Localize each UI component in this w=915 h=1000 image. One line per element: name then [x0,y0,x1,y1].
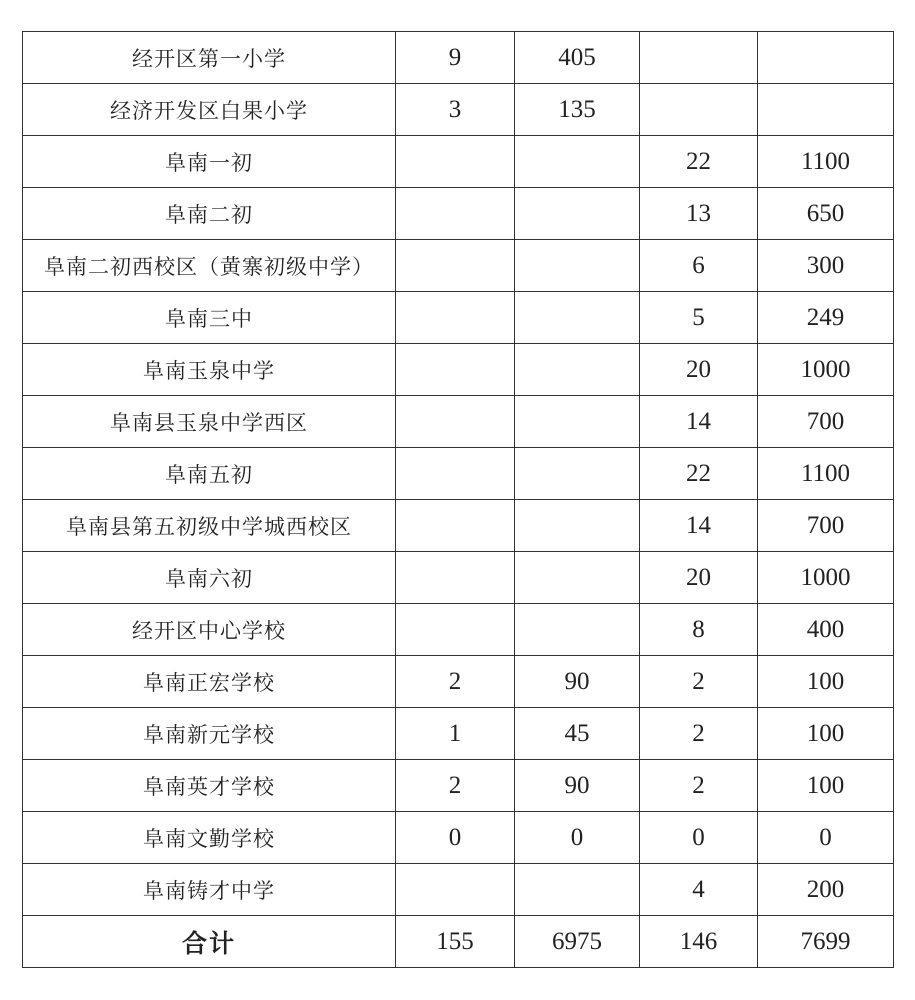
middle-classes-cell: 13 [640,188,758,240]
table-row [23,604,894,656]
middle-students-cell: 300 [758,240,894,292]
table-row [23,656,894,708]
primary-students-cell [515,188,640,240]
middle-classes-cell: 6 [640,240,758,292]
middle-classes-cell: 2 [640,656,758,708]
total-middle-classes: 146 [640,916,758,968]
total-primary-students: 6975 [515,916,640,968]
primary-students-cell [515,136,640,188]
primary-classes-cell [396,552,515,604]
school-name-cell: 阜南铸才中学 [23,864,396,916]
table-row [23,812,894,864]
school-name-cell: 阜南二初西校区（黄寨初级中学） [23,240,396,292]
total-middle-students: 7699 [758,916,894,968]
primary-classes-cell [396,344,515,396]
middle-classes-cell: 14 [640,396,758,448]
middle-students-cell [758,32,894,84]
school-name-cell: 经开区中心学校 [23,604,396,656]
primary-classes-cell [396,396,515,448]
primary-classes-cell: 1 [396,708,515,760]
table-row [23,500,894,552]
primary-students-cell: 405 [515,32,640,84]
middle-students-cell: 0 [758,812,894,864]
total-primary-classes: 155 [396,916,515,968]
school-name-cell: 经济开发区白果小学 [23,84,396,136]
school-name-cell: 阜南英才学校 [23,760,396,812]
primary-students-cell [515,292,640,344]
middle-students-cell: 100 [758,708,894,760]
primary-classes-cell: 9 [396,32,515,84]
table-row [23,708,894,760]
primary-students-cell: 90 [515,760,640,812]
middle-classes-cell: 22 [640,136,758,188]
primary-students-cell [515,448,640,500]
table-body [23,32,894,968]
primary-classes-cell [396,604,515,656]
middle-classes-cell: 2 [640,708,758,760]
primary-classes-cell [396,188,515,240]
middle-classes-cell: 20 [640,344,758,396]
middle-students-cell: 400 [758,604,894,656]
table-row [23,84,894,136]
table-row [23,344,894,396]
table-row [23,32,894,84]
middle-classes-cell: 4 [640,864,758,916]
middle-students-cell: 1100 [758,136,894,188]
primary-students-cell [515,552,640,604]
primary-classes-cell: 0 [396,812,515,864]
primary-students-cell: 45 [515,708,640,760]
total-label: 合计 [23,916,396,968]
middle-students-cell: 650 [758,188,894,240]
enrollment-table [22,31,894,968]
school-name-cell: 阜南一初 [23,136,396,188]
primary-classes-cell [396,500,515,552]
school-name-cell: 阜南六初 [23,552,396,604]
middle-classes-cell: 0 [640,812,758,864]
middle-students-cell: 249 [758,292,894,344]
middle-classes-cell: 5 [640,292,758,344]
primary-students-cell [515,240,640,292]
middle-students-cell: 100 [758,760,894,812]
table-row [23,760,894,812]
school-name-cell: 阜南正宏学校 [23,656,396,708]
school-name-cell: 经开区第一小学 [23,32,396,84]
primary-students-cell [515,344,640,396]
primary-classes-cell [396,240,515,292]
table-row [23,448,894,500]
primary-students-cell [515,500,640,552]
school-name-cell: 阜南文勤学校 [23,812,396,864]
middle-students-cell: 700 [758,500,894,552]
middle-classes-cell: 2 [640,760,758,812]
middle-classes-cell: 22 [640,448,758,500]
table-row [23,188,894,240]
primary-classes-cell: 3 [396,84,515,136]
middle-classes-cell: 20 [640,552,758,604]
primary-classes-cell [396,136,515,188]
table-row [23,864,894,916]
primary-students-cell: 0 [515,812,640,864]
table-row [23,240,894,292]
middle-students-cell: 700 [758,396,894,448]
primary-classes-cell: 2 [396,760,515,812]
middle-students-cell [758,84,894,136]
primary-classes-cell [396,448,515,500]
middle-students-cell: 1000 [758,552,894,604]
total-row [23,916,894,968]
primary-classes-cell: 2 [396,656,515,708]
primary-students-cell [515,864,640,916]
school-name-cell: 阜南县玉泉中学西区 [23,396,396,448]
middle-classes-cell: 14 [640,500,758,552]
table-row [23,292,894,344]
middle-students-cell: 1100 [758,448,894,500]
primary-classes-cell [396,864,515,916]
middle-classes-cell [640,84,758,136]
primary-students-cell [515,604,640,656]
primary-students-cell: 90 [515,656,640,708]
primary-classes-cell [396,292,515,344]
school-name-cell: 阜南玉泉中学 [23,344,396,396]
school-name-cell: 阜南三中 [23,292,396,344]
table-row [23,136,894,188]
middle-students-cell: 200 [758,864,894,916]
school-name-cell: 阜南二初 [23,188,396,240]
middle-students-cell: 1000 [758,344,894,396]
middle-classes-cell [640,32,758,84]
school-name-cell: 阜南五初 [23,448,396,500]
school-name-cell: 阜南新元学校 [23,708,396,760]
primary-students-cell: 135 [515,84,640,136]
primary-students-cell [515,396,640,448]
table-row [23,396,894,448]
school-name-cell: 阜南县第五初级中学城西校区 [23,500,396,552]
middle-students-cell: 100 [758,656,894,708]
table-row [23,552,894,604]
middle-classes-cell: 8 [640,604,758,656]
